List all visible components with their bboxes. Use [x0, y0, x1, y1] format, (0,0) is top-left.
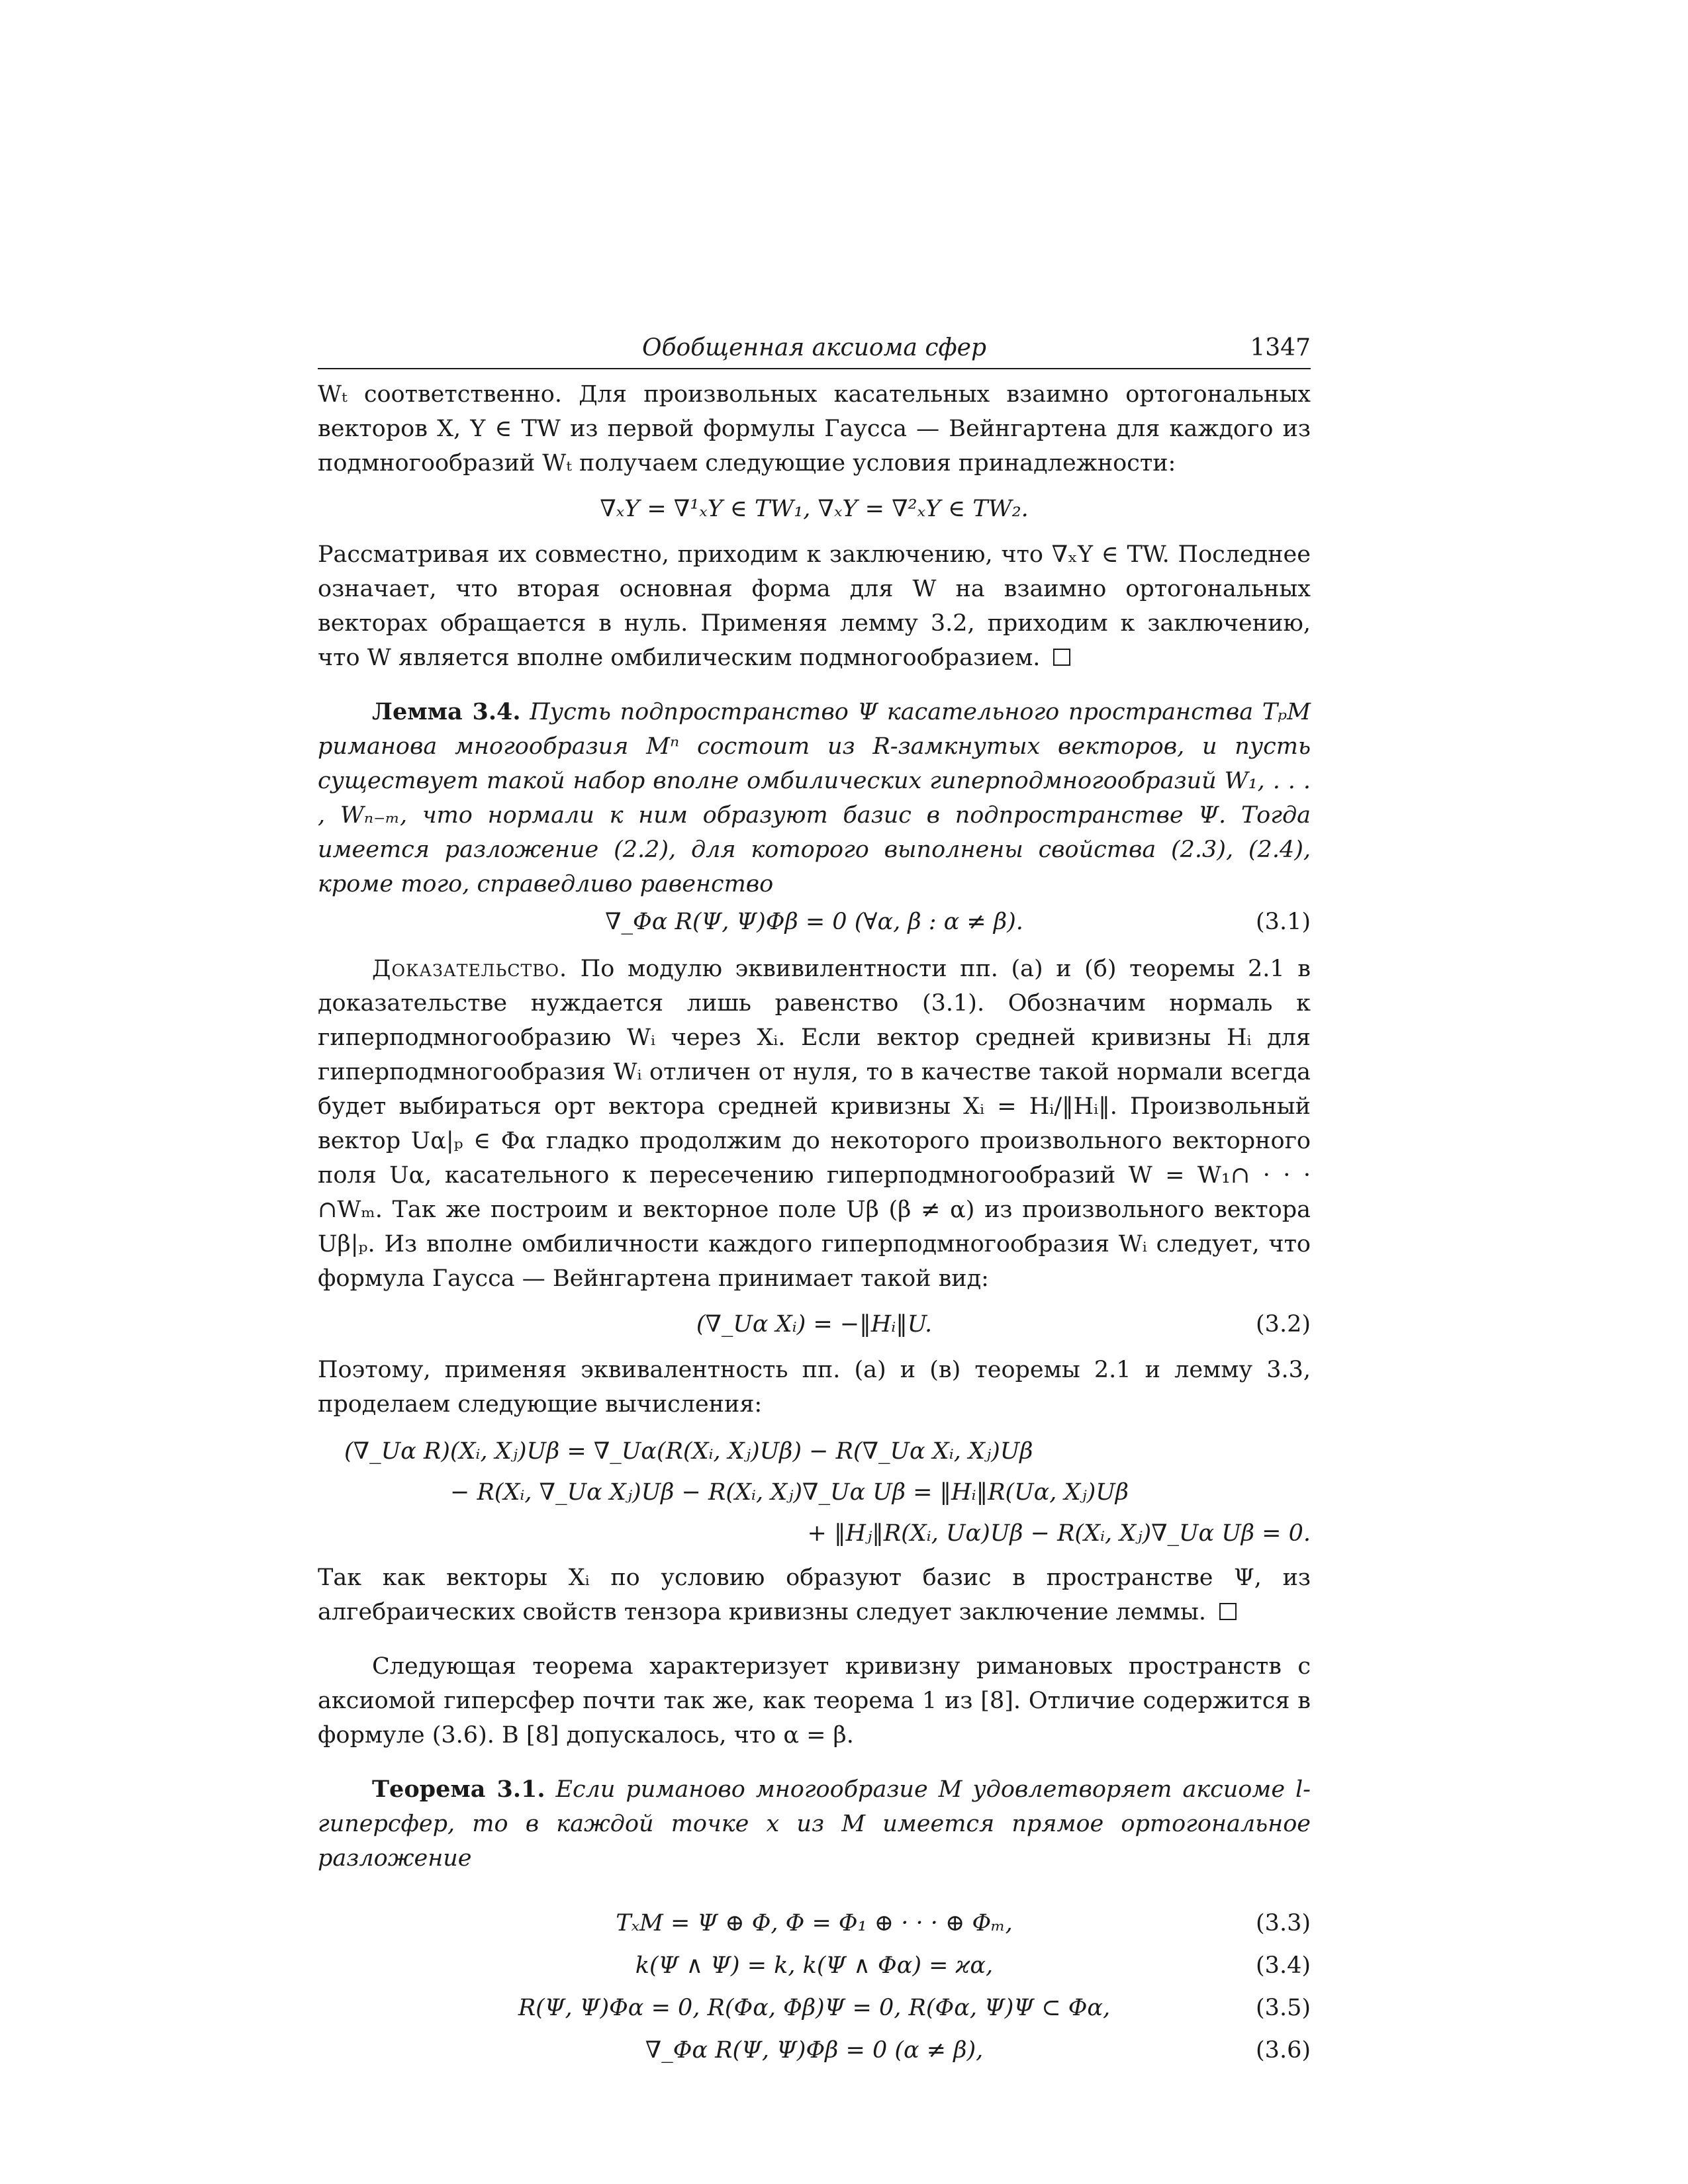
equation-number: (3.4) [1256, 1952, 1311, 1979]
theorem-3-1 [318, 1772, 1311, 1876]
equation-formula: ∇_Φα R(Ψ, Ψ)Φβ = 0 (α ≠ β), [645, 2037, 984, 2064]
qed-box-icon [1053, 649, 1070, 666]
calc-line-2: − R(Xᵢ, ∇_Uα Xⱼ)Uβ − R(Xᵢ, Xⱼ)∇_Uα Uβ = ‖Hᵢ‖R(Uα, Xⱼ)Uβ [450, 1479, 1129, 1506]
equation-number: (3.1) [1256, 909, 1311, 935]
equation-formula: ∇_Φα R(Ψ, Ψ)Φβ = 0 (∀α, β : α ≠ β). [605, 909, 1023, 935]
calc-line-1: (∇_Uα R)(Xᵢ, Xⱼ)Uβ = ∇_Uα(R(Xᵢ, Xⱼ)Uβ) − R(∇_Uα Xᵢ, Xⱼ)Uβ [344, 1438, 1033, 1465]
equation-formula: k(Ψ ∧ Ψ) = k, k(Ψ ∧ Φα) = ϰα, [635, 1952, 994, 1979]
paragraph-2 [318, 537, 1311, 675]
qed-box-icon [1219, 1603, 1237, 1620]
equation-3-2 [318, 1304, 1311, 1345]
lemma-title: Лемма 3.4. [372, 698, 521, 725]
paragraph-5: Следующая теорема характеризует кривизну римановых пространств с аксиомой гиперсфер почти так же, как теорема 1 из [8]. Отличие содержится в формуле (3.6). В [8] допускалось, что α = β. [318, 1653, 1311, 1749]
proof [318, 952, 1311, 1296]
paragraph-2-text: Рассматривая их совместно, приходим к заключению, что ∇ₓY ∈ TW. Последнее означает, что вторая основная форма для W на взаимно ортогональных векторах обращается в нуль. Применяя лемму 3.2, приходим к заключению, что W является вполне омбилическим подмногообразием. [318, 541, 1311, 671]
equation-formula: TₓM = Ψ ⊕ Φ, Φ = Φ₁ ⊕ · · · ⊕ Φₘ, [616, 1910, 1013, 1936]
page [318, 331, 1311, 2071]
proof-label: Доказательство. [372, 956, 568, 982]
lemma-3-4 [318, 695, 1311, 901]
equation-number: (3.3) [1256, 1910, 1311, 1936]
equation-number: (3.6) [1256, 2037, 1311, 2064]
page-header [318, 331, 1311, 369]
equation-formula: (∇_Uα Xᵢ) = −‖Hᵢ‖U. [696, 1311, 933, 1338]
theorem-body: Если риманово многообразие M удовлетворяет аксиоме l-гиперсфер, то в каждой точке x из M имеется прямое ортогональное разложение [318, 1776, 1311, 1872]
equation-block [318, 1902, 1311, 2071]
paragraph-1: Wₜ соответственно. Для произвольных касательных взаимно ортогональных векторов X, Y ∈ TW из первой формулы Гаусса — Вейнгартена для каждого из подмногообразий Wₜ получаем следующие условия принадлежности: [318, 381, 1311, 477]
equation-formula: R(Ψ, Ψ)Φα = 0, R(Φα, Φβ)Ψ = 0, R(Φα, Ψ)Ψ ⊂ Φα, [518, 1995, 1111, 2021]
calc-line-3: + ‖Hⱼ‖R(Xᵢ, Uα)Uβ − R(Xᵢ, Xⱼ)∇_Uα Uβ = 0. [807, 1520, 1311, 1547]
running-head: Обобщенная аксиома сфер [641, 334, 987, 361]
proof-text: По модулю эквивилентности пп. (а) и (б) теоремы 2.1 в доказательстве нуждается лишь равенство (3.1). Обозначим нормаль к гиперподмногообразию Wᵢ через Xᵢ. Если вектор средней кривизны Hᵢ для гиперподмногообразия Wᵢ отличен от нуля, то в качестве такой нормали всегда будет выбираться орт вектора средней кривизны Xᵢ = Hᵢ/‖Hᵢ‖. Произвольный вектор Uα|ₚ ∈ Φα гладко продолжим до некоторого произвольного векторного поля Uα, касательного к пересечению гиперподмногообразий W = W₁∩ · · · ∩Wₘ. Так же построим и векторное поле Uβ (β ≠ α) из произвольного вектора Uβ|ₚ. Из вполне омбиличности каждого гиперподмногообразия Wᵢ следует, что формула Гаусса — Вейнгартена принимает такой вид: [318, 956, 1311, 1292]
equation-3-4 [318, 1944, 1311, 1987]
equation-formula: ∇ₓY = ∇¹ₓY ∈ TW₁, ∇ₓY = ∇²ₓY ∈ TW₂. [600, 496, 1029, 522]
calculation-block [318, 1431, 1311, 1554]
equation-number: (3.2) [1256, 1311, 1311, 1338]
paragraph-4-text: Так как векторы Xᵢ по условию образуют базис в пространстве Ψ, из алгебраических свойств тензора кривизны следует заключение леммы. [318, 1565, 1311, 1625]
paragraph-4 [318, 1561, 1311, 1629]
theorem-title: Теорема 3.1. [372, 1776, 545, 1803]
equation-3-3 [318, 1902, 1311, 1944]
equation-number: (3.5) [1256, 1995, 1311, 2021]
equation-nabla [318, 488, 1311, 529]
lemma-body: Пусть подпространство Ψ касательного пространства TₚM риманова многообразия Mⁿ состоит из R-замкнутых векторов, и пусть существует такой набор вполне омбилических гиперподмногообразий W₁, . . . , Wₙ₋ₘ, что нормали к ним образуют базис в подпространстве Ψ. Тогда имеется разложение (2.2), для которого выполнены свойства (2.3), (2.4), кроме того, справедливо равенство [318, 699, 1311, 897]
equation-3-1 [318, 901, 1311, 942]
page-number: 1347 [1250, 334, 1311, 361]
equation-3-6 [318, 2029, 1311, 2071]
equation-3-5 [318, 1987, 1311, 2029]
paragraph-3: Поэтому, применяя эквивалентность пп. (а) и (в) теоремы 2.1 и лемму 3.3, проделаем следующие вычисления: [318, 1357, 1311, 1418]
